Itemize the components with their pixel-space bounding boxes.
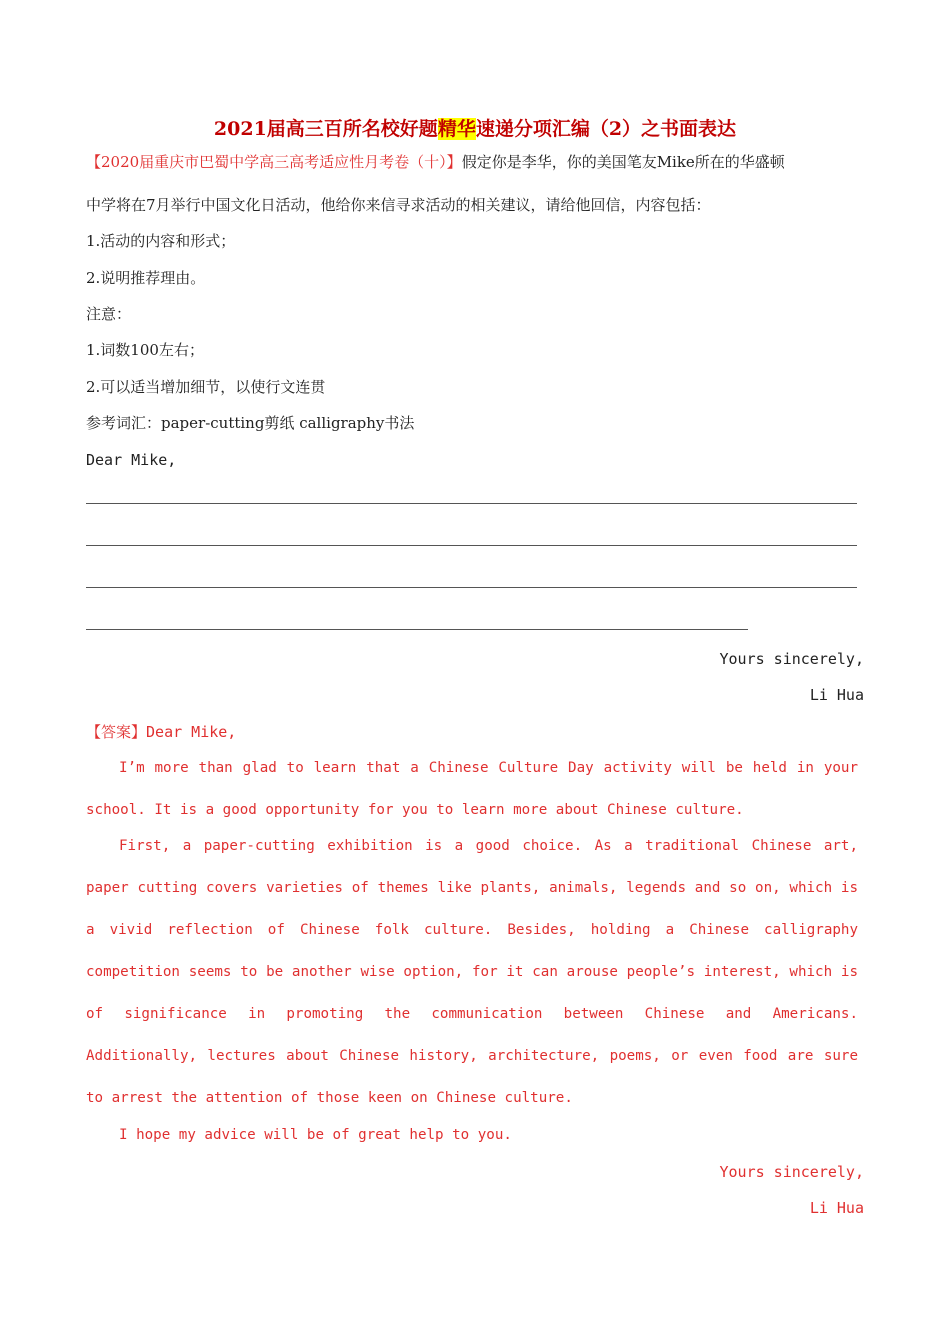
answer-greeting: Dear Mike, [146,723,237,741]
title-highlight: 精华 [437,118,476,140]
question-source: 【2020届重庆市巴蜀中学高三高考适应性月考卷（十）】 [86,153,462,171]
answer-closing: Yours sincerely, [719,1163,864,1181]
letter-signature: Li Hua [809,686,864,704]
document-title [0,114,950,141]
answer-header [86,722,236,742]
writing-line-4 [86,629,748,630]
question-intro-line1 [86,152,785,172]
title-suffix: 速递分项汇编（2）之书面表达 [475,118,737,140]
answer-signature: Li Hua [809,1199,864,1217]
note-1: 1.词数100左右； [86,341,204,359]
question-prompt-line2: 中学将在7月举行中国文化日活动，他给你来信寻求活动的相关建议，请给他回信，内容包括： [86,196,711,214]
answer-label: 【答案】 [86,723,147,741]
answer-paragraph-1: I’m more than glad to learn that a Chinese Culture Day activity will be held in your school. It is a good opportunity for you to learn more about Chinese culture. [86,760,858,818]
writing-line-3 [86,587,857,588]
writing-line-2 [86,545,857,546]
question-prompt-line1: 假定你是李华，你的美国笔友Mike所在的华盛顿 [461,153,785,171]
question-item-2: 2.说明推荐理由。 [86,269,206,287]
notes-label: 注意： [86,305,132,323]
vocabulary-hint: 参考词汇：paper-cutting剪纸 calligraphy书法 [86,414,415,432]
answer-paragraph-3: I hope my advice will be of great help to you. [119,1127,512,1143]
note-2: 2.可以适当增加细节，以使行文连贯 [86,378,326,396]
writing-line-1 [86,503,857,504]
title-prefix: 2021届高三百所名校好题 [213,118,438,140]
letter-closing: Yours sincerely, [719,650,864,668]
answer-paragraph-2: First, a paper-cutting exhibition is a good choice. As a traditional Chinese art, paper cutting covers varieties of themes like plants, animals, legends and so on, which is a vivid reflection of Chinese folk culture. Besides, holding a Chinese calligraphy competition seems to be another wise option, for it can arouse people’s interest, which is of significance in promoting the communication between Chinese and Americans. Additionally, lectures about Chinese history, architecture, poems, or even food are sure to arrest the attention of those keen on Chinese culture. [86,838,858,1106]
question-item-1: 1.活动的内容和形式； [86,232,236,250]
letter-greeting: Dear Mike, [86,451,177,469]
